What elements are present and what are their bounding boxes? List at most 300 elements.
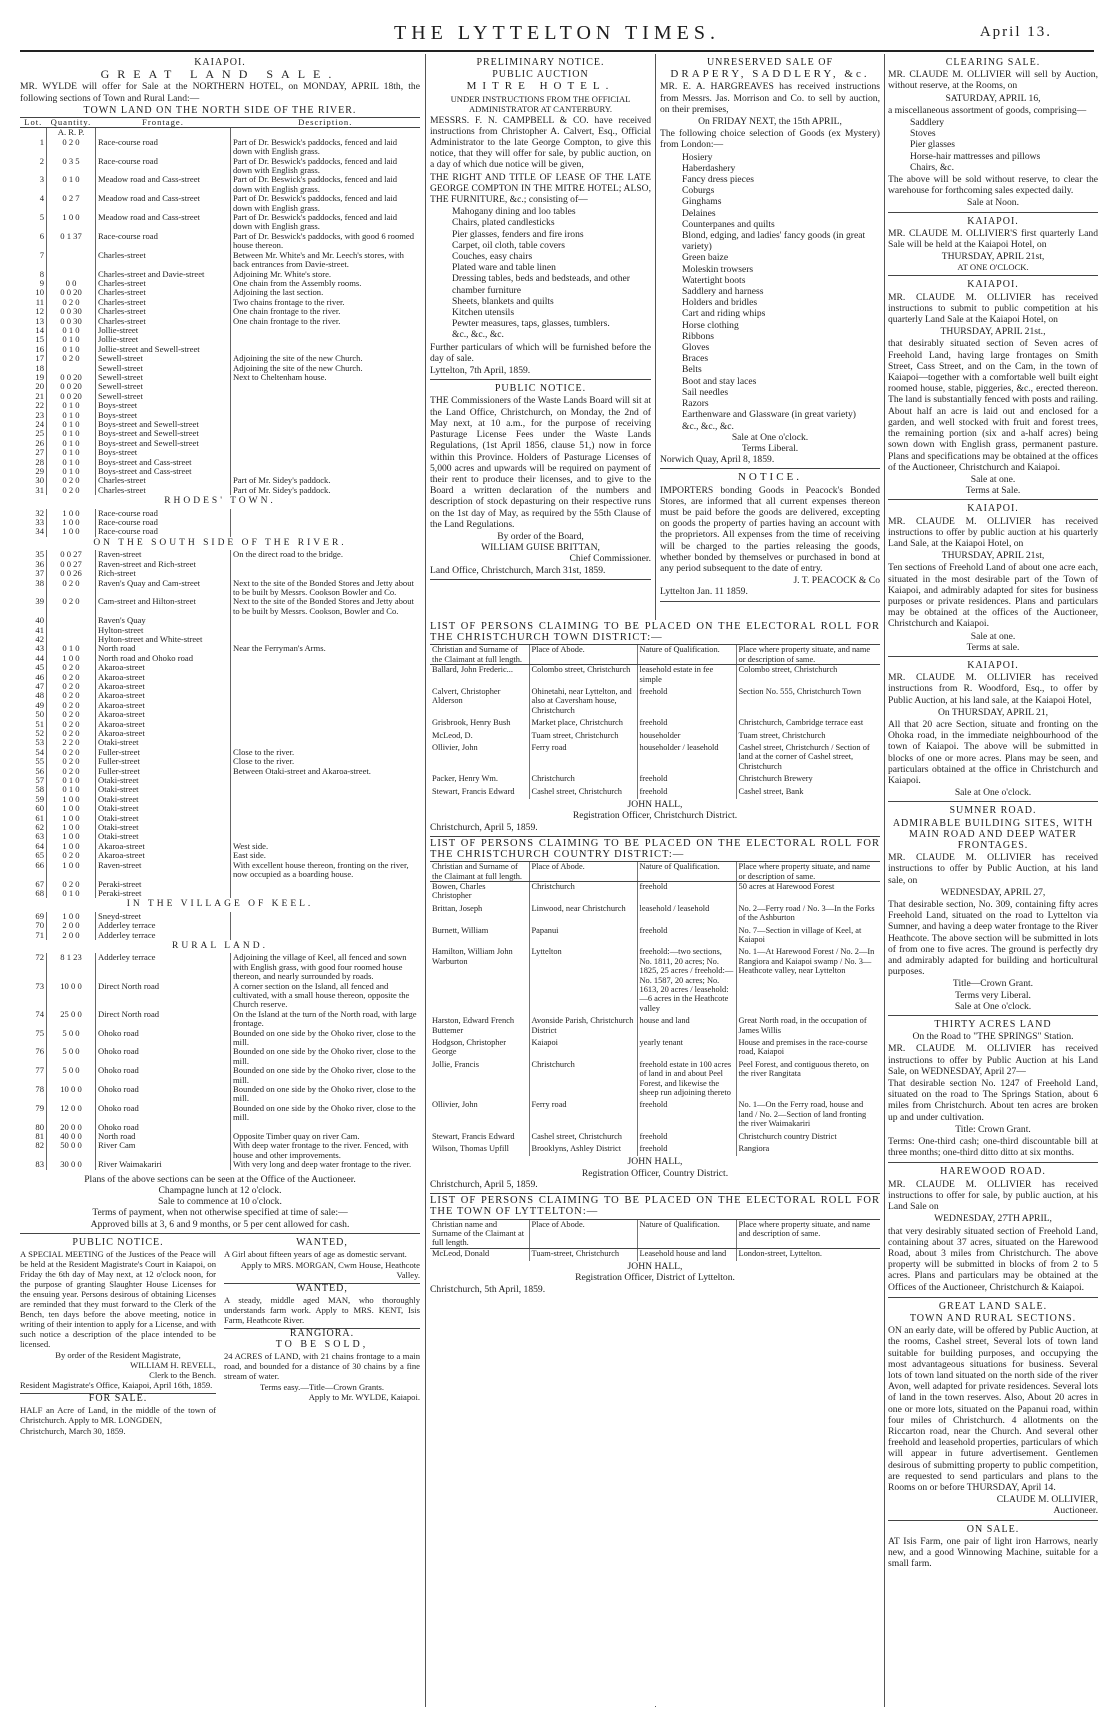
ad-line: Terms Liberal. [741, 442, 799, 454]
lot-frontage: Adderley terrace [96, 953, 231, 981]
table-row [20, 720, 420, 729]
lot-number: 71 [35, 929, 44, 940]
lot-quantity: 0 0 26 [47, 569, 96, 578]
table-row [20, 213, 420, 232]
lot-frontage: Ohoko road [96, 1104, 231, 1123]
ad-body: MR. CLAUDE M. OLLIVIER has received instructions to offer for sale, by public auction, at his Land Sale on [888, 1178, 1098, 1213]
claimant-name: Packer, Henry Wm. [432, 774, 499, 784]
lot-number: 82 [35, 1140, 44, 1151]
property-location: No. 2—Ferry road / No. 3—In the Forks of the Ashburton [736, 904, 880, 926]
ad-title: KAIAPOI. [967, 279, 1019, 291]
table-row [20, 785, 420, 794]
col-header-frontage: Frontage. [96, 118, 231, 128]
ad-title: SUMNER ROAD. [949, 805, 1037, 817]
lot-quantity: 1 0 0 [47, 213, 96, 232]
lot-number: 74 [35, 1008, 44, 1019]
lot-quantity: 0 2 0 [47, 298, 96, 307]
kaiapoi-ten-sections [888, 503, 1098, 657]
ad-body: MR. CLAUDE M. OLLIVIER has received instructions to offer by Public Auction, at his land sale, on [888, 852, 1098, 886]
list-item: Counterpanes and quilts [682, 218, 775, 230]
lot-description: Bounded on one side by the Ohoko river, close to the mill. [231, 1066, 421, 1085]
furniture-list [430, 206, 651, 340]
table-row [20, 663, 420, 672]
lot-quantity: 8 1 23 [47, 953, 96, 981]
lot-frontage: Boys-street and Cass-street [96, 458, 231, 467]
lot-description: One chain frontage to the river. [231, 307, 421, 316]
lot-frontage: Akaroa-street [96, 710, 231, 719]
claimant-name: Stewart, Francis Edward [432, 1131, 515, 1141]
lot-number: 80 [35, 1121, 44, 1132]
table-row [430, 1038, 880, 1060]
ad-subtitle: On the Road to "THE SPRINGS" Station. [912, 1031, 1074, 1043]
kaiapoi-quarterly-sale [888, 216, 1098, 277]
table-row [20, 982, 420, 1010]
lot-frontage: Ohoko road [96, 1085, 231, 1104]
table-row [20, 458, 420, 467]
table-row [20, 467, 420, 476]
lot-quantity: 0 2 0 [47, 748, 96, 757]
qualification: householder / leasehold [637, 743, 736, 774]
lot-frontage: Hylton-street and White-street [96, 635, 231, 644]
lot-frontage: Adderley terrace [96, 931, 231, 940]
table-row [430, 904, 880, 926]
column-4 [888, 56, 1098, 1706]
lot-quantity: 0 2 0 [47, 476, 96, 485]
lot-number: 34 [35, 526, 44, 537]
ad-body: a miscellaneous assortment of goods, comprising— [888, 104, 1087, 116]
ad-subtitle: ADMIRABLE BUILDING SITES, WITH MAIN ROAD AND DEEP WATER FRONTAGES. [892, 817, 1094, 851]
table-row [20, 326, 420, 335]
table-row [20, 654, 420, 663]
lot-frontage: Otaki-street [96, 785, 231, 794]
qualification: freehold [637, 1100, 736, 1131]
lot-description: Part of Dr. Beswick's paddocks, fenced and laid down with English grass. [231, 213, 421, 232]
ad-body: that very desirably situated section of Freehold Land, containing about 37 acres, situated on the Harewood Road, about 3 miles from Christchurch. The above property will be submitted in blocks of from 2 to 5 acres. Plans and particulars may be obtained at the Offices of the Auctioneer, Christchurch & Kaiapoi. [888, 1225, 1098, 1293]
lot-quantity: 0 1 0 [47, 326, 96, 335]
lot-description [231, 682, 421, 691]
property-location: Christchurch Brewery [736, 774, 880, 786]
table-row [20, 635, 420, 644]
lot-description: Opposite Timber quay on river Cam. [231, 1132, 421, 1141]
place-of-abode: Kaiapoi [529, 1038, 637, 1060]
lot-quantity: 0 1 0 [47, 175, 96, 194]
goods-list [660, 152, 880, 432]
roll-header: Place where property situate, and name or description of same. [736, 862, 880, 882]
lot-quantity: 1 0 0 [47, 795, 96, 804]
lot-quantity: 1 0 0 [47, 654, 96, 663]
mitre-hotel-auction [430, 57, 651, 380]
lot-number: 40 [35, 615, 44, 626]
lot-frontage: Race-course road [96, 138, 231, 157]
list-item: Horse clothing [682, 319, 739, 331]
lot-quantity: 0 2 7 [47, 194, 96, 213]
lot-description [231, 616, 421, 625]
ad-body: THE RIGHT AND TITLE OF LEASE OF THE LATE GEORGE COMPTON IN THE MITRE HOTEL; ALSO, THE FURNITURE, &c.; consisting of— [430, 171, 651, 206]
ad-line: Terms very Liberal. [955, 989, 1031, 1001]
qualification: freehold [637, 1144, 736, 1156]
lot-number: 17 [35, 353, 44, 364]
lot-frontage: Race-course road [96, 232, 231, 251]
lot-quantity: 0 2 0 [47, 880, 96, 889]
roll-signature: JOHN HALL, [627, 1156, 683, 1168]
table-row [20, 701, 420, 710]
table-row [20, 673, 420, 682]
ad-line: Apply to Mr. WYLDE, Kaiapoi. [308, 1391, 420, 1402]
lot-number: 53 [35, 737, 44, 748]
ad-title: RANGIORA. [224, 1328, 420, 1339]
ad-line: On THURSDAY, APRIL 21, [937, 706, 1049, 718]
lot-description: With excellent house thereon, fronting on the river, now occupied as a boarding house. [231, 861, 421, 880]
lot-quantity: 0 1 37 [47, 232, 96, 251]
ad-date: Resident Magistrate's Office, Kaiapoi, April 16th, 1859. [20, 1379, 213, 1390]
roll-header: Place where property situate, and name or description of same. [736, 645, 880, 665]
claimant-name: McLeod, D. [432, 730, 473, 740]
ad-title: FOR SALE. [20, 1393, 216, 1404]
lot-quantity: 1 0 0 [47, 518, 96, 527]
list-item: Hosiery [682, 151, 713, 163]
claimant-name: Brittan, Joseph [432, 903, 483, 913]
ad-line: Sale at One o'clock. [954, 1000, 1032, 1012]
ad-body: MR. CLAUDE M. OLLIVIER has received instructions to offer by Public Auction at his Land Sale, on WEDNESDAY, April 27— [888, 1043, 1098, 1077]
ad-line: THURSDAY, APRIL 21st, [941, 550, 1045, 562]
table-row [430, 743, 880, 774]
lot-quantity: 0 1 0 [47, 467, 96, 476]
lot-quantity: 0 1 0 [47, 458, 96, 467]
qualification: freehold:—two sections, No. 1811, 20 acres; No. 1825, 25 acres / freehold:—No. 1587, 20 acres; No. 1613, 20 acres / leasehold:—6 acres in the Heathcote valley [637, 947, 736, 1016]
property-location: Section No. 555, Christchurch Town [736, 687, 880, 718]
lot-frontage: Cam-street and Hilton-street [96, 597, 231, 616]
column-1 [20, 56, 420, 1706]
qualification: freehold [637, 774, 736, 786]
lot-quantity: 1 0 0 [47, 814, 96, 823]
ad-subtitle: TO BE SOLD, [275, 1338, 369, 1350]
property-location: Rangiora [736, 1144, 880, 1156]
claimant-name: Ballard, John Frederic... [432, 665, 513, 675]
lot-frontage: Akaroa-street [96, 729, 231, 738]
lot-quantity: 40 0 0 [47, 1132, 96, 1141]
lot-number: 23 [35, 409, 44, 420]
table-row [20, 439, 420, 448]
lot-frontage: Fuller-street [96, 748, 231, 757]
lot-quantity: 12 0 0 [47, 1104, 96, 1123]
lot-description [231, 785, 421, 794]
lot-quantity: 0 2 0 [47, 767, 96, 776]
table-row [20, 1010, 420, 1029]
lot-description [231, 804, 421, 813]
roll-date: Christchurch, April 5, 1859. [430, 1178, 538, 1190]
table-row [20, 616, 420, 625]
lot-number: 44 [35, 652, 44, 663]
lot-frontage: Fuller-street [96, 767, 231, 776]
lot-description [231, 814, 421, 823]
ad-body: MR. CLAUDE M. OLLIVIER will sell by Auction, without reserve, at the Rooms, on [888, 69, 1098, 92]
table-row [20, 476, 420, 485]
lot-frontage: Boys-street [96, 448, 231, 457]
lot-number: 2 [39, 155, 44, 166]
ad-line: Terms at sale. [966, 641, 1020, 653]
lot-description [231, 720, 421, 729]
lot-quantity: 0 0 20 [47, 288, 96, 297]
table-row [20, 429, 420, 438]
lot-number: 9 [39, 277, 44, 288]
lot-frontage: Boys-street and Sewell-street [96, 420, 231, 429]
list-item: Chairs, plated candlesticks [452, 217, 555, 229]
sale-footer-line: Plans of the above sections can be seen at the Office of the Auctioneer. [84, 1173, 356, 1185]
lot-frontage: Akaroa-street [96, 701, 231, 710]
claimant-name: Stewart, Francis Edward [432, 786, 515, 796]
lot-quantity: 0 1 0 [47, 644, 96, 653]
lot-description: Part of Mr. Sidey's paddock. [231, 486, 421, 495]
lot-frontage: Boys-street [96, 401, 231, 410]
place-of-abode: Colombo street, Christchurch [529, 665, 637, 687]
lot-number: 58 [35, 784, 44, 795]
ad-title: ON SALE. [966, 1523, 1020, 1535]
lot-frontage: Ohoko road [96, 1066, 231, 1085]
lot-quantity: 0 0 20 [47, 392, 96, 401]
lot-number: 16 [35, 343, 44, 354]
ad-title: CLEARING SALE. [945, 57, 1041, 68]
lot-number: 77 [35, 1065, 44, 1076]
lot-quantity: 0 1 0 [47, 401, 96, 410]
ad-date: Lyttelton Jan. 11 1859. [660, 586, 748, 598]
lot-frontage: Race-course road [96, 527, 231, 536]
lot-frontage: Otaki-street [96, 776, 231, 785]
ad-line: UNDER INSTRUCTIONS FROM THE OFFICIAL ADMINISTRATOR AT CANTERBURY. [450, 93, 631, 114]
table-row [20, 738, 420, 747]
list-item: Green baize [682, 252, 729, 264]
table-row [430, 687, 880, 718]
table-row [20, 880, 420, 889]
lot-frontage: Boys-street [96, 411, 231, 420]
ad-line: On FRIDAY NEXT, the 15th APRIL, [698, 116, 842, 128]
lot-frontage: Otaki-street [96, 814, 231, 823]
list-item: Pier glasses [910, 139, 956, 151]
ad-body: ON an early date, will be offered by Public Auction, at the rooms, Cashel street, Several lots of town land suitable for building purposes, and occupying the most advantageous situations for business. Several lots of town land situated on the north side of the river Avon, well adapted for private residences. Several lots of land in the town reserves. Also, About 20 acres in one or more lots, situated on the Papanui road, within four miles of Christchurch. 4 allotments on the Riccarton road, near the Church. And several other freehold and leasehold properties, particulars of which will appear in future advertisement. Gentlemen desirous of submitting property to public competition, are requested to send particulars and plans to the Rooms on or before THURSDAY, April 14. [888, 1325, 1098, 1493]
lot-frontage: Peraki-street [96, 889, 231, 898]
lot-number: 8 [39, 268, 44, 279]
lot-description: Close to the river. [231, 748, 421, 757]
claimant-name: Calvert, Christopher Alderson [432, 687, 501, 706]
list-item: Pier glasses, fenders and fire irons [452, 228, 584, 240]
lot-frontage: Akaroa-street [96, 682, 231, 691]
ad-body: The above will be sold without reserve, to clear the warehouse for forthcoming sales expected daily. [888, 174, 1098, 197]
lot-frontage: North road and Ohoko road [96, 654, 231, 663]
lot-description: Next to the site of the Bonded Stores and Jetty about to be built by Messrs. Cookson Bowler and Co. [231, 579, 421, 598]
lot-number: 59 [35, 793, 44, 804]
lot-description: Part of Dr. Beswick's paddocks, with good 6 roomed house thereon. [231, 232, 421, 251]
list-item: &c., &c., &c. [452, 329, 504, 341]
lot-frontage: Race-course road [96, 157, 231, 176]
qualification: freehold estate in 100 acres of land in and about Peel Forest, and likewise the sheep run adjoining thereto [637, 1060, 736, 1101]
ad-line: WEDNESDAY, 27TH APRIL, [934, 1213, 1052, 1225]
great-land-sale [888, 1301, 1098, 1521]
lot-number: 22 [35, 400, 44, 411]
lot-frontage: Hylton-street [96, 626, 231, 635]
lot-description: Bounded on one side by the Ohoko river, close to the mill. [231, 1047, 421, 1066]
lot-quantity: 0 2 0 [47, 663, 96, 672]
lot-frontage: Jollie-street and Sewell-street [96, 345, 231, 354]
lot-number: 30 [35, 475, 44, 486]
lot-frontage: Akaroa-street [96, 663, 231, 672]
ad-title: NOTICE. [737, 471, 803, 484]
sale-group-header [20, 940, 420, 953]
place-of-abode: Tuam street, Christchurch [529, 731, 637, 743]
lot-description: A corner section on the Island, all fenced and cultivated, with a small house thereon, opposite the Church reserve. [231, 982, 421, 1010]
lot-frontage: Otaki-street [96, 795, 231, 804]
lot-number: 32 [35, 507, 44, 518]
lot-number: 20 [35, 381, 44, 392]
lot-number: 43 [35, 643, 44, 654]
lot-frontage: North road [96, 1132, 231, 1141]
sale-group-header [20, 898, 420, 911]
lot-quantity: 0 1 0 [47, 448, 96, 457]
place-of-abode: Christchurch [529, 1060, 637, 1101]
lot-description: Part of Dr. Beswick's paddocks, fenced and laid down with English grass. [231, 194, 421, 213]
lot-number: 66 [35, 859, 44, 870]
lot-quantity: 1 0 0 [47, 509, 96, 518]
table-row [20, 1085, 420, 1104]
list-item: Pewter measures, taps, glasses, tumblers. [452, 318, 610, 330]
lot-description [231, 823, 421, 832]
table-row [20, 251, 420, 270]
table-row [20, 931, 420, 940]
masthead [0, 22, 1114, 48]
property-location: London-street, Lyttelton. [736, 1248, 880, 1261]
lot-number: 41 [35, 624, 44, 635]
lot-frontage: Otaki-street [96, 832, 231, 841]
units-label: A. R. P. [47, 128, 96, 138]
sale-group-header [20, 495, 420, 508]
lot-description: Part of Dr. Beswick's paddocks, fenced and laid down with English grass. [231, 175, 421, 194]
lot-number: 67 [35, 878, 44, 889]
lot-frontage: Sneyd-street [96, 912, 231, 921]
table-row [20, 626, 420, 635]
table-row [20, 527, 420, 536]
claimant-name: Hodgson, Christopher George [432, 1038, 506, 1057]
ad-line: Terms at Sale. [965, 485, 1021, 497]
lot-frontage: Otaki-street [96, 804, 231, 813]
lot-frontage: Akaroa-street [96, 720, 231, 729]
list-item: Braces [682, 353, 709, 365]
lot-quantity: 0 2 0 [47, 597, 96, 616]
lot-frontage: Sewell-street [96, 364, 231, 373]
lot-description [231, 776, 421, 785]
lot-quantity: 2 0 0 [47, 921, 96, 930]
lot-quantity: 25 0 0 [47, 1010, 96, 1029]
sale-group-title: IN THE VILLAGE OF KEEL. [126, 899, 314, 910]
column-divider [884, 54, 885, 1707]
ad-body: MR. CLAUDE M. OLLIVIER has received instructions from R. Woodford, Esq., to offer by Public Auction, at his land sale, at the Kaiapoi Hotel, [888, 672, 1098, 706]
lot-number: 38 [35, 577, 44, 588]
lot-frontage: Charles-street [96, 476, 231, 485]
table-row [430, 731, 880, 743]
lot-quantity: 0 1 0 [47, 411, 96, 420]
lot-description: Next to the site of the Bonded Stores and Jetty about to be built by Messrs. Cookson, Bowler and Co. [231, 597, 421, 616]
lot-quantity: 2 2 0 [47, 738, 96, 747]
lot-quantity: 0 2 0 [47, 673, 96, 682]
lot-number: 52 [35, 728, 44, 739]
lot-quantity: 0 2 0 [47, 757, 96, 766]
sale-footer-line: Terms of payment, when not otherwise specified at time of sale:— [92, 1207, 348, 1219]
table-row [430, 1100, 880, 1131]
table-row [20, 392, 420, 401]
electoral-table-country [430, 861, 880, 1156]
list-item: Saddlery [910, 117, 945, 129]
kaiapoi-seven-acres [888, 279, 1098, 500]
drapery-sale [660, 57, 880, 469]
lot-description [231, 560, 421, 569]
lot-number: 50 [35, 709, 44, 720]
electoral-town [430, 621, 880, 833]
property-location: Peel Forest, and contiguous thereto, on the river Rangitata [736, 1060, 880, 1101]
table-row [430, 1132, 880, 1144]
lot-quantity: 30 0 0 [47, 1160, 96, 1169]
lot-frontage: Akaroa-street [96, 673, 231, 682]
sale-subhead: TOWN LAND ON THE NORTH SIDE OF THE RIVER. [83, 104, 357, 116]
ad-line: Terms easy.—Title—Crown Grants. [259, 1381, 385, 1392]
lot-quantity: 0 1 0 [47, 420, 96, 429]
list-item: Delaines [682, 207, 716, 219]
lot-frontage: River Cam [96, 1141, 231, 1160]
lot-description: Adjoining the last section. [231, 288, 421, 297]
sale-place: KAIAPOI. [194, 57, 246, 68]
ad-line: By order of the Resident Magistrate, [55, 1349, 181, 1360]
ad-date: Norwich Quay, April 8, 1859. [660, 454, 775, 466]
lot-number: 15 [35, 334, 44, 345]
list-item: Horse-hair mattresses and pillows [910, 150, 1041, 162]
lot-frontage: Fuller-street [96, 757, 231, 766]
lot-quantity: 0 0 [47, 279, 96, 288]
roll-signature: JOHN HALL, [627, 799, 683, 811]
lot-number: 26 [35, 437, 44, 448]
lot-frontage: Sewell-street [96, 354, 231, 363]
lot-quantity: 1 0 0 [47, 842, 96, 851]
ad-body: MR. CLAUDE M. OLLIVIER has received instructions to offer by public auction at his quarterly Land Sale, at the Kaiapoi Hotel, on [888, 515, 1098, 549]
lot-frontage: Ohoko road [96, 1047, 231, 1066]
lot-frontage: Raven's Quay and Cam-street [96, 579, 231, 598]
roll-role: Registration Officer, Country District. [581, 1167, 729, 1179]
lot-number: 47 [35, 680, 44, 691]
lot-description: Part of Dr. Beswick's paddocks, fenced and laid down with English grass. [231, 157, 421, 176]
ad-body: MR. E. A. HARGREAVES has received instructions from Messrs. Jas. Morrison and Co. to sell by auction, on their premises, [660, 81, 880, 115]
ad-body: THE Commissioners of the Waste Lands Board will sit at the Land Office, Christchurch, on Monday, the 2nd of May next, at 10 a.m., for the purpose of receiving Pasturage License Fees under the Waste Lands Regulations, (1st April 1856, clause 51,) now in force within this Province. Holders of Pasturage Licenses of 5,000 acres and upwards will be required on payment of their rent to produce their licenses, and to give to the Board a written declaration of the numbers and description of stock depasturing on their respective runs on the 1st day of May, as required by the 55th Clause of the Land Regulations. [430, 395, 651, 530]
ad-signature: CLAUDE M. OLLIVIER, [996, 1494, 1098, 1506]
ad-body: Terms: One-third cash; one-third discountable bill at three months; one-third ditto ditto at six months. [888, 1136, 1098, 1159]
table-row [430, 1016, 880, 1038]
sale-footer [20, 1174, 420, 1234]
lot-description: With very long and deep water frontage to the river. [231, 1160, 421, 1169]
ad-role: Chief Commissioner. [569, 553, 651, 565]
lot-frontage: Boys-street and Sewell-street [96, 429, 231, 438]
lot-description: One chain from the Assembly rooms. [231, 279, 421, 288]
lot-number: 31 [35, 484, 44, 495]
lot-number: 69 [35, 910, 44, 921]
electoral-table-lyttelton [430, 1219, 880, 1262]
col-header-quantity: Quantity. [47, 118, 96, 128]
ad-title: HAREWOOD ROAD. [940, 1166, 1046, 1178]
table-row [430, 1248, 880, 1261]
table-row [20, 710, 420, 719]
newspaper-title: THE LYTTELTON TIMES. [394, 22, 720, 44]
ad-heading: DRAPERY, SADDLERY, &c. [670, 68, 870, 81]
lot-frontage: Direct North road [96, 982, 231, 1010]
lot-frontage: Akaroa-street [96, 691, 231, 700]
bonded-stores-notice [660, 472, 880, 601]
col-header-description: Description. [231, 118, 421, 128]
lot-quantity: 5 0 0 [47, 1029, 96, 1048]
place-of-abode: Cashel street, Christchurch [529, 1132, 637, 1144]
ad-body: MESSRS. F. N. CAMPBELL & CO. have received instructions from Christopher A. Calvert, Esq., Official Administrator to the late George Compton, to give this notice, that they will offer for sale, by public auction, on a day of which due notice will be given, [430, 114, 651, 171]
